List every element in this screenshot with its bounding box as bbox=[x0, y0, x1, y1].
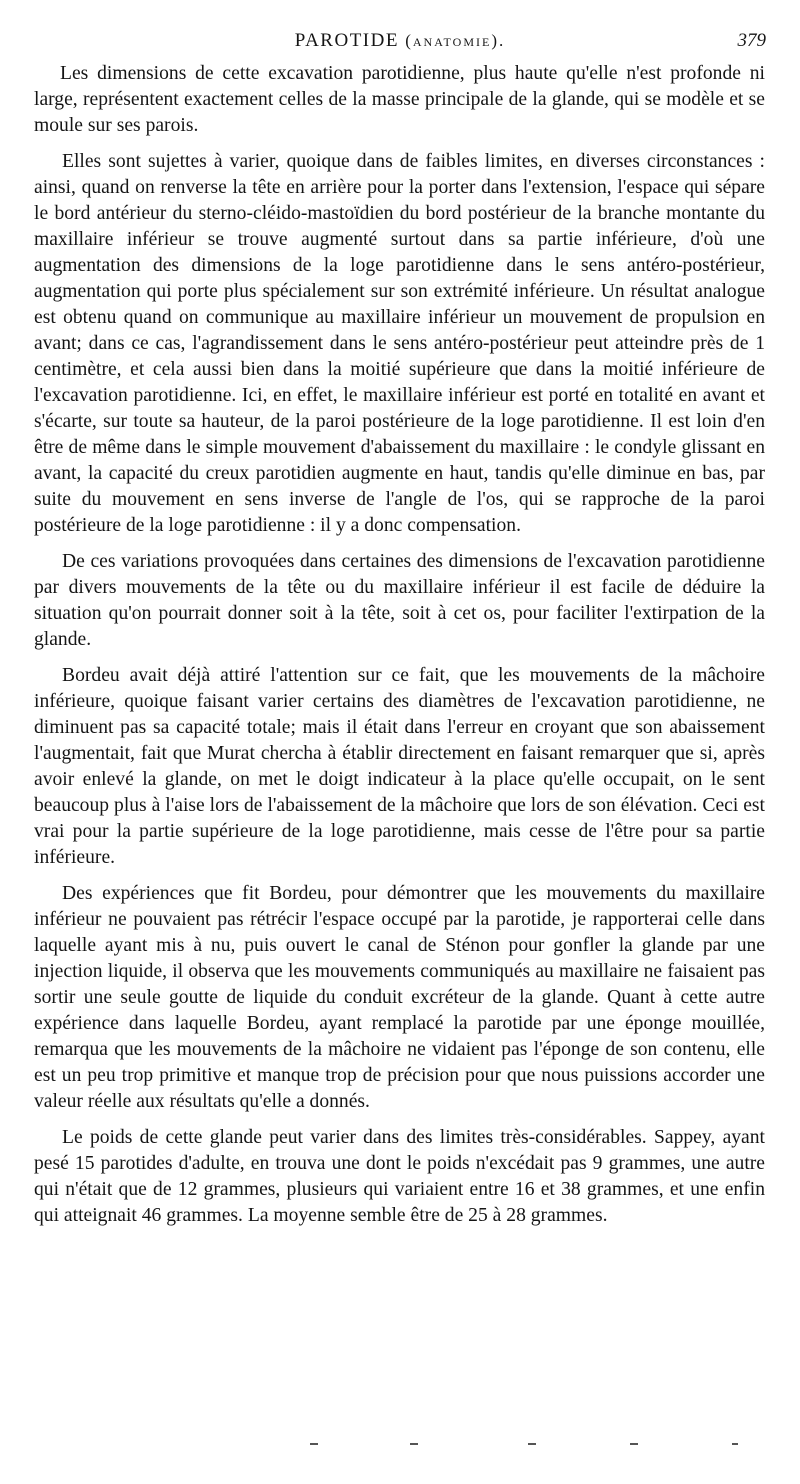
page-body bbox=[34, 61, 765, 1239]
paragraph: Le poids de cette glande peut varier dans des limites très-considérables. Sappey, ayant pesé 15 parotides d'adulte, en trouva une dont le poids n'excédait pas 9 grammes, une autre qui n'était que de 12 grammes, plusieurs qui variaient entre 16 et 38 grammes, et une enfin qui atteignait 46 grammes. La moyenne semble être de 25 à 28 grammes. bbox=[34, 1127, 765, 1226]
paragraph: Bordeu avait déjà attiré l'attention sur ce fait, que les mouvements de la mâchoire inférieure, quoique faisant varier certains des diamètres de l'excavation parotidienne, ne diminuent pas sa capacité totale; mais il était dans l'erreur en croyant que son abaissement l'augmentait, fait que Murat chercha à établir directement en faisant remarquer que si, après avoir enlevé la glande, on met le doigt indicateur à la place qu'elle occupait, on le sent beaucoup plus à l'aise lors de l'abaissement de la mâchoire que lors de son élévation. Ceci est vrai pour la partie supérieure de la loge parotidienne, mais cesse de l'être pour sa partie inférieure. bbox=[34, 665, 765, 868]
paragraph: Des expériences que fit Bordeu, pour démontrer que les mouvements du maxillaire inférieur ne pouvaient pas rétrécir l'espace occupé par la parotide, je rapporterai celle dans laquelle ayant mis à nu, puis ouvert le canal de Sténon pour gonfler la glande par une injection liquide, il observa que les mouvements communiqués au maxillaire ne faisaient pas sortir une seule goutte de liquide du conduit excréteur de la glande. Quant à cette autre expérience dans laquelle Bordeu, ayant remplacé la parotide par une éponge mouillée, remarqua que les mouvements de la mâchoire ne vidaient pas l'éponge de son contenu, elle est un peu trop primitive et manque trop de précision pour que nous puissions accorder une valeur réelle aux résultats qu'elle a donnés. bbox=[34, 883, 765, 1112]
running-title-sub: (anatomie). bbox=[405, 31, 506, 50]
print-mark bbox=[528, 1443, 536, 1445]
paragraph: Elles sont sujettes à varier, quoique dans de faibles limites, en diverses circonstances : ainsi, quand on renverse la tête en arrière pour la porter dans l'extension, l'espace qui sépare le bord antérieur du sterno-cléido-mastoïdien du bord postérieur de la branche montante du maxillaire inférieur se trouve augmenté surtout dans sa partie inférieure, d'où une augmentation des dimensions de la loge parotidienne dans le sens antéro-postérieur, augmentation qui porte plus spécialement sur son extrémité inférieure. Un résultat analogue est obtenu quand on communique au maxillaire inférieur un mouvement de propulsion en avant; dans ce cas, l'agrandissement dans le sens antéro-postérieur peut atteindre près de 1 centimètre, et cela aussi bien dans la moitié supérieure que dans la moitié inférieure de l'excavation parotidienne. Ici, en effet, le maxillaire inférieur est porté en totalité en avant et s'écarte, sur toute sa hauteur, de la paroi postérieure de la loge parotidienne. Il est loin d'en être de même dans le simple mouvement d'abaissement du maxillaire : le condyle glissant en avant, la capacité du creux parotidien augmente en haut, tandis qu'elle diminue en bas, par suite du mouvement en sens inverse de l'angle de l'os, qui se rapproche de la paroi postérieure de la loge parotidienne : il y a donc compensation. bbox=[34, 151, 765, 536]
print-mark bbox=[410, 1443, 418, 1445]
print-mark bbox=[310, 1443, 318, 1445]
running-header bbox=[34, 30, 766, 56]
page-number: 379 bbox=[737, 30, 766, 51]
print-mark bbox=[732, 1443, 738, 1445]
running-title bbox=[34, 30, 766, 52]
print-mark bbox=[630, 1443, 638, 1445]
paragraph: Les dimensions de cette excavation parotidienne, plus haute qu'elle n'est profonde ni large, représentent exactement celles de la masse principale de la glande, qui se modèle et se moule sur ses parois. bbox=[34, 63, 765, 136]
running-title-main: PAROTIDE bbox=[294, 30, 399, 51]
signature-marks bbox=[300, 1443, 760, 1449]
paragraph: De ces variations provoquées dans certaines des dimensions de l'excavation parotidienne par divers mouvements de la tête ou du maxillaire inférieur il est facile de déduire la situation qu'on pourrait donner soit à la tête, soit à cet os, pour faciliter l'extirpation de la glande. bbox=[34, 551, 765, 650]
